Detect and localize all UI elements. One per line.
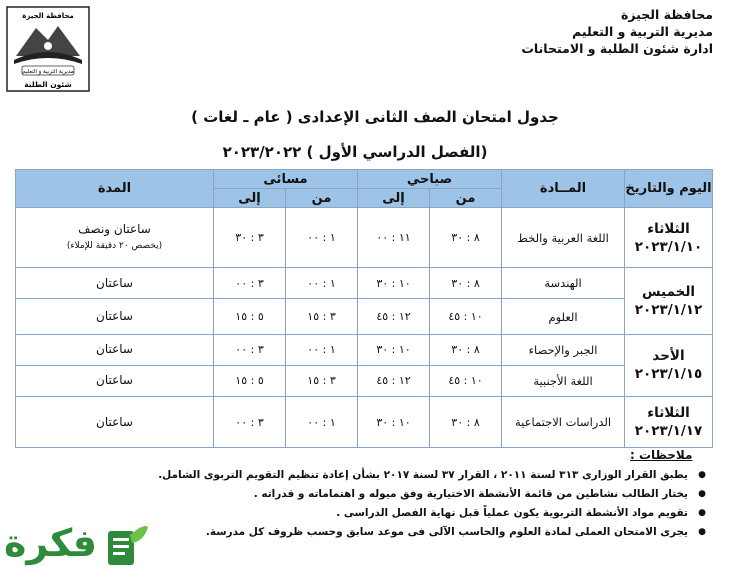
notes-list <box>150 466 710 542</box>
subject-cell: اللغة الأجنبية <box>502 365 625 396</box>
evening-from-cell: ١ : ٠٠ <box>286 208 358 268</box>
duration-cell: ساعتان <box>16 397 214 448</box>
morning-from-cell: ١٠ : ٤٥ <box>430 299 502 334</box>
exam-schedule-table <box>15 169 713 448</box>
header-evening-to: إلى <box>214 189 286 208</box>
table-row <box>16 268 713 299</box>
header-evening: مسائى <box>214 170 358 189</box>
header-morning-from: من <box>430 189 502 208</box>
evening-from-cell: ١ : ٠٠ <box>286 268 358 299</box>
morning-from-cell: ٨ : ٣٠ <box>430 397 502 448</box>
day-cell <box>625 397 713 448</box>
duration-cell: ساعتان <box>16 299 214 334</box>
day-date: ٢٠٢٣/١/١٧ <box>634 423 703 440</box>
day-name: الأحد <box>652 348 685 365</box>
day-name: الثلاثاء <box>647 220 690 237</box>
duration-cell: ساعتان <box>16 268 214 299</box>
subject-cell: الدراسات الاجتماعية <box>502 397 625 448</box>
evening-to-cell: ٣ : ٠٠ <box>214 334 286 365</box>
morning-from-cell: ٨ : ٣٠ <box>430 268 502 299</box>
directorate-logo <box>6 6 90 92</box>
evening-to-cell: ٣ : ٠٠ <box>214 397 286 448</box>
day-date: ٢٠٢٣/١/١٢ <box>634 301 703 318</box>
note-item: ● يجرى الامتحان العملى لمادة العلوم والحاسب الآلى فى موعد سابق وحسب ظروف كل مدرسة. <box>150 523 710 542</box>
notes-title: ملاحظات : <box>630 448 693 462</box>
header-morning-to: إلى <box>358 189 430 208</box>
header-governorate: محافظة الجيزة <box>621 7 713 22</box>
logo-mid-text: مديرية التربية و التعليم <box>22 69 74 75</box>
day-cell <box>625 268 713 334</box>
duration-cell: ساعتان <box>16 334 214 365</box>
table-row <box>16 208 713 268</box>
header-subject: المــادة <box>502 170 625 208</box>
note-item: ● يطبق القرار الوزارى ٣١٣ لسنة ٢٠١١ ، القرار ٣٧ لسنة ٢٠١٧ بشأن إعادة تنظيم التقويم التربوى الشامل. <box>150 466 710 485</box>
duration-cell <box>16 208 214 268</box>
day-cell <box>625 334 713 396</box>
morning-from-cell: ١٠ : ٤٥ <box>430 365 502 396</box>
morning-from-cell: ٨ : ٣٠ <box>430 334 502 365</box>
duration-text: ساعتان ونصف <box>78 221 151 236</box>
header <box>413 6 713 57</box>
day-cell <box>625 208 713 268</box>
subject-cell: الهندسة <box>502 268 625 299</box>
evening-to-cell: ٣ : ٠٠ <box>214 268 286 299</box>
watermark-logo <box>4 519 152 579</box>
note-item: ● تقويم مواد الأنشطة التربوية يكون عملياً قبل نهاية الفصل الدراسى . <box>150 504 710 523</box>
header-directorate: مديرية التربية و التعليم <box>572 24 713 39</box>
subject-cell: العلوم <box>502 299 625 334</box>
morning-to-cell: ١١ : ٠٠ <box>358 208 430 268</box>
evening-from-cell: ١ : ٠٠ <box>286 334 358 365</box>
table-row <box>16 365 713 396</box>
day-name: الثلاثاء <box>647 405 690 422</box>
header-duration: المدة <box>16 170 214 208</box>
evening-to-cell: ٣ : ٣٠ <box>214 208 286 268</box>
morning-to-cell: ١٠ : ٣٠ <box>358 397 430 448</box>
morning-from-cell: ٨ : ٣٠ <box>430 208 502 268</box>
header-administration: ادارة شئون الطلبة و الامتحانات <box>521 41 713 56</box>
day-date: ٢٠٢٣/١/١٠ <box>634 238 703 255</box>
morning-to-cell: ١٠ : ٣٠ <box>358 268 430 299</box>
evening-to-cell: ٥ : ١٥ <box>214 299 286 334</box>
morning-to-cell: ١٠ : ٣٠ <box>358 334 430 365</box>
page-title: جدول امتحان الصف الثانى الإعدادى ( عام ـ لغات ) <box>191 108 559 126</box>
page-subtitle: (الفصل الدراسي الأول ) ٢٠٢٣/٢٠٢٢ <box>222 143 488 161</box>
evening-to-cell: ٥ : ١٥ <box>214 365 286 396</box>
subject-cell: اللغة العربية والخط <box>502 208 625 268</box>
day-name: الخميس <box>641 283 696 300</box>
header-day: اليوم والتاريخ <box>625 170 713 208</box>
duration-note: (يخصص ٢٠ دقيقة للإملاء) <box>66 240 163 251</box>
table-row <box>16 334 713 365</box>
morning-to-cell: ١٢ : ٤٥ <box>358 299 430 334</box>
evening-from-cell: ١ : ٠٠ <box>286 397 358 448</box>
evening-from-cell: ٣ : ١٥ <box>286 365 358 396</box>
watermark-text: فكرة <box>4 521 98 565</box>
day-date: ٢٠٢٣/١/١٥ <box>634 366 703 383</box>
logo-bottom-text: شئون الطلبة <box>24 80 72 89</box>
document-leaf-icon <box>104 521 150 573</box>
note-item: ● يختار الطالب نشاطين من قائمة الأنشطة الاختيارية وفق ميوله و اهتماماته و قدراته . <box>150 485 710 504</box>
header-evening-from: من <box>286 189 358 208</box>
duration-cell: ساعتان <box>16 365 214 396</box>
table-row <box>16 299 713 334</box>
subject-cell: الجبر والإحصاء <box>502 334 625 365</box>
table-row <box>16 397 713 448</box>
evening-from-cell: ٣ : ١٥ <box>286 299 358 334</box>
logo-top-text: محافظة الجيزة <box>22 12 74 20</box>
morning-to-cell: ١٢ : ٤٥ <box>358 365 430 396</box>
header-morning: صباحي <box>358 170 502 189</box>
